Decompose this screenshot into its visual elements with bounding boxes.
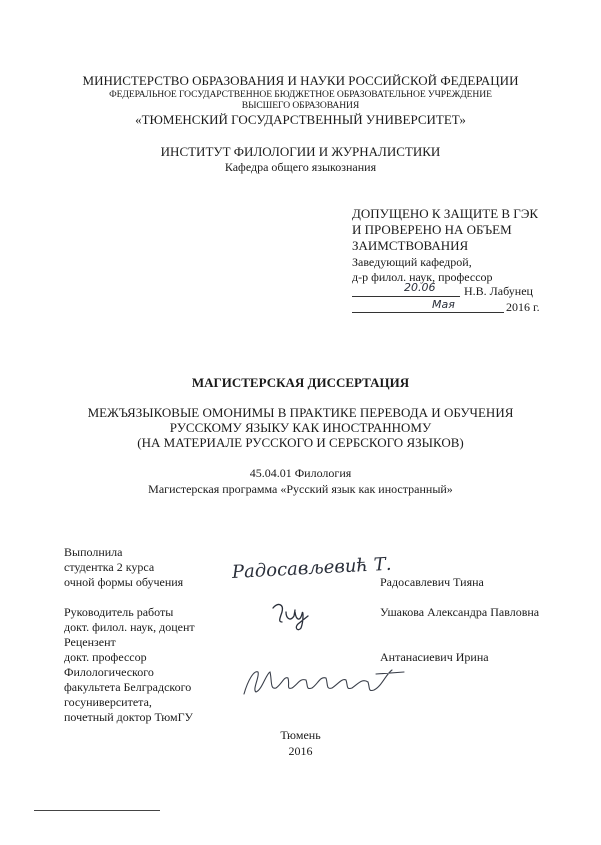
footnote-separator xyxy=(34,810,160,811)
author-name: Радосавлевич Тияна xyxy=(380,575,484,589)
head-signature-date: 20.06 xyxy=(404,281,436,294)
reviewer-label-5: госуниверситета, xyxy=(64,695,152,709)
author-label-1: Выполнила xyxy=(64,545,123,559)
institution-line-2: ВЫСШЕГО ОБРАЗОВАНИЯ xyxy=(241,100,360,111)
footer-city: Тюмень xyxy=(280,728,321,742)
thesis-title-line-3: (НА МАТЕРИАЛЕ РУССКОГО И СЕРБСКОГО ЯЗЫКОВ) xyxy=(137,435,464,450)
approval-line-3: ЗАИМСТВОВАНИЯ xyxy=(352,238,469,253)
reviewer-label-3: Филологического xyxy=(64,665,154,679)
thesis-type: МАГИСТЕРСКАЯ ДИССЕРТАЦИЯ xyxy=(191,375,410,390)
approval-line-2: И ПРОВЕРЕНО НА ОБЪЕМ xyxy=(352,222,512,237)
reviewer-label-2: докт. профессор xyxy=(64,650,147,664)
reviewer-label-4: факультета Белградского xyxy=(64,680,192,694)
reviewer-label-1: Рецензент xyxy=(64,635,116,649)
institution-line-1: ФЕДЕРАЛЬНОЕ ГОСУДАРСТВЕННОЕ БЮДЖЕТНОЕ ОБРАЗОВАТЕЛЬНОЕ УЧРЕЖДЕНИЕ xyxy=(109,89,492,100)
approval-head-degree: д-р филол. наук, профессор xyxy=(352,270,493,284)
date-line xyxy=(352,312,504,313)
head-name: Н.В. Лабунец xyxy=(464,284,533,298)
approval-line-1: ДОПУЩЕНО К ЗАЩИТЕ В ГЭК xyxy=(352,206,539,221)
supervisor-signature xyxy=(268,598,318,634)
author-label-2: студентка 2 курса xyxy=(64,560,155,574)
reviewer-name: Антанасиевич Ирина xyxy=(380,650,489,664)
head-signature-line xyxy=(352,296,460,297)
author-signature: Радосављевић Т. xyxy=(231,553,392,583)
university-name: «ТЮМЕНСКИЙ ГОСУДАРСТВЕННЫЙ УНИВЕРСИТЕТ» xyxy=(135,112,466,127)
thesis-title-line-1: МЕЖЪЯЗЫКОВЫЕ ОМОНИМЫ В ПРАКТИКЕ ПЕРЕВОДА И ОБУЧЕНИЯ xyxy=(87,405,514,420)
approval-head-title: Заведующий кафедрой, xyxy=(352,255,472,269)
institute-name: ИНСТИТУТ ФИЛОЛОГИИ И ЖУРНАЛИСТИКИ xyxy=(160,144,441,159)
date-month-handwritten: Мая xyxy=(432,298,455,311)
department-name: Кафедра общего языкознания xyxy=(224,160,377,174)
thesis-code: 45.04.01 Филология xyxy=(249,466,352,480)
reviewer-signature xyxy=(236,660,412,704)
date-year: 2016 г. xyxy=(506,300,540,314)
supervisor-label-2: докт. филол. наук, доцент xyxy=(64,620,195,634)
footer-year: 2016 xyxy=(288,744,313,758)
author-label-3: очной формы обучения xyxy=(64,575,184,589)
reviewer-label-6: почетный доктор ТюмГУ xyxy=(64,710,194,724)
supervisor-name: Ушакова Александра Павловна xyxy=(380,605,540,619)
supervisor-label-1: Руководитель работы xyxy=(64,605,174,619)
thesis-program: Магистерская программа «Русский язык как иностранный» xyxy=(148,482,453,496)
thesis-title-line-2: РУССКОМУ ЯЗЫКУ КАК ИНОСТРАННОМУ xyxy=(169,420,432,435)
ministry-name: МИНИСТЕРСТВО ОБРАЗОВАНИЯ И НАУКИ РОССИЙСКОЙ ФЕДЕРАЦИИ xyxy=(82,73,519,88)
